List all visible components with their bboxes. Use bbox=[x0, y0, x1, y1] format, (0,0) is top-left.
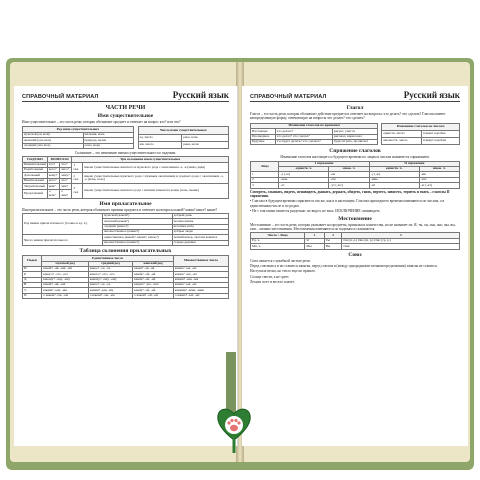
table-row bbox=[251, 139, 378, 144]
cell: множественное (какие?) bbox=[103, 230, 172, 235]
cell: Ты bbox=[324, 238, 342, 243]
cell: Д. bbox=[23, 277, 42, 282]
cell: рисует, учится bbox=[332, 129, 377, 134]
cell: какой? -ой, -ый bbox=[42, 283, 89, 288]
cell: Я bbox=[305, 238, 324, 243]
cell: ночная жизнь bbox=[172, 219, 228, 224]
conjugation-note: Изменение глаголов настоящего и будущего времени по лицам и числам называется спряжением. bbox=[280, 155, 430, 160]
cell: о каком? -ом, -ем bbox=[88, 293, 132, 298]
cell: какими? -ыми, -ими bbox=[173, 288, 228, 293]
cell: мн. число bbox=[138, 141, 182, 148]
union-title: Союз bbox=[348, 251, 362, 258]
cell: Мн. ч. bbox=[251, 244, 305, 249]
adjective-title: Имя прилагательное bbox=[99, 200, 152, 207]
table-row bbox=[251, 183, 460, 188]
cell: И. bbox=[23, 266, 42, 271]
cell: Они bbox=[342, 244, 460, 249]
verb-tense-table bbox=[250, 123, 378, 146]
cell: какой? -ой, -ей bbox=[133, 272, 174, 277]
cell: о какой? -ой, -ей bbox=[133, 293, 174, 298]
cell: какого? -ого, -его bbox=[42, 272, 89, 277]
cell: какое? -ое, -ее bbox=[88, 266, 132, 271]
pronoun-definition: Местоимение – это часть речи, которая указывает на предметы, признаки и количества, но не называет их. Я, ты, он, она, оно, мы, вы, они – личные местоимения. Местоимения изменяются по падежам и склоняются. bbox=[250, 222, 456, 232]
paw-heart-bookmark-icon[interactable] bbox=[214, 406, 254, 454]
cell: кого? bbox=[47, 168, 59, 173]
cell: какому? -ому, -ему bbox=[88, 277, 132, 282]
cell: множественное (какие?) bbox=[103, 240, 172, 245]
adjective-declension-title: Таблица склонения прилагательных bbox=[79, 248, 172, 255]
cell: Изменение глаголов по временам bbox=[251, 123, 378, 128]
cell: Множественное число bbox=[173, 256, 228, 267]
cell: добрый день bbox=[172, 213, 228, 218]
cell: Дательный bbox=[23, 173, 48, 178]
table-row bbox=[251, 244, 460, 249]
case-table bbox=[22, 156, 229, 198]
cell: кому? bbox=[47, 173, 59, 178]
cell: имена существительные мужского рода с нулевым окончанием и среднего рода с окончанием -о, -е (конь, поле) bbox=[83, 173, 229, 184]
union-line: Леонит поет и весело плачет. bbox=[250, 280, 295, 285]
cell: 2 скл. bbox=[72, 173, 83, 184]
cell: Р. bbox=[23, 272, 42, 277]
cell: мужской род bbox=[42, 261, 89, 266]
cell: Ед. ч. bbox=[251, 238, 305, 243]
verb-number-table bbox=[381, 123, 460, 146]
cell: -ите bbox=[419, 177, 459, 182]
cell: о каких? -ых, -их bbox=[173, 293, 228, 298]
cell: весеннее небо bbox=[172, 224, 228, 229]
cell: Род имени прилагательного (только в ед. ч.) bbox=[23, 213, 103, 235]
cell: 3 bbox=[342, 233, 460, 238]
cell: женский (какая?) bbox=[103, 219, 172, 224]
cell: I спряжение bbox=[279, 161, 369, 166]
left-page bbox=[14, 86, 238, 446]
verb-title: Глагол bbox=[346, 105, 364, 111]
cell: Прошедшее bbox=[251, 134, 276, 139]
cell: Винительный bbox=[23, 178, 48, 183]
cell: -у (-ю) bbox=[279, 172, 329, 177]
cell: единств. ч. bbox=[279, 167, 329, 172]
verb-bullet-text: Не с глаголами пишется раздельно: не видел, не знал. ИСКЛЮЧЕНИЕ: ненавидеть bbox=[252, 209, 380, 214]
conjugation-table bbox=[250, 161, 460, 189]
conjugation-exceptions: Смотреть, слышать, видеть, ненавидеть, дышать, держать, обидеть, гнать, вертеть, зависеть, терпеть и гнать – глаголы II спряжения. bbox=[250, 189, 450, 198]
cell: В. bbox=[23, 283, 42, 288]
cell: мужской (какой?) bbox=[103, 213, 172, 218]
noun-gender-table bbox=[22, 126, 134, 149]
adjective-gender-table bbox=[22, 213, 229, 246]
cell: какой? -ой, -ый, -ий bbox=[42, 266, 89, 271]
cell: 3 bbox=[251, 183, 279, 188]
cell: женский (она моя) bbox=[23, 138, 84, 143]
cell: -ешь bbox=[279, 177, 329, 182]
pronoun-title: Местоимение bbox=[338, 215, 372, 222]
cell: П. bbox=[23, 293, 42, 298]
cell: рисовал, нарисовал bbox=[332, 134, 377, 139]
cell: плывут корабли bbox=[422, 138, 460, 145]
cell: Именительный bbox=[24, 162, 46, 167]
cell: 1 bbox=[251, 172, 279, 177]
cell: имена существительные женского рода с мягким знаком на конце (ночь, мышь) bbox=[83, 184, 229, 198]
verb-tense-number bbox=[250, 122, 460, 147]
cell: единств. ч. bbox=[369, 167, 419, 172]
verb-bullet: • Не с глаголами пишется раздельно: не видел, не знал. ИСКЛЮЧЕНИЕ: ненавидеть bbox=[250, 209, 380, 214]
cell: -ем bbox=[329, 172, 369, 177]
cell: каким? -ым, -им bbox=[88, 288, 132, 293]
cell: кого? bbox=[47, 178, 59, 183]
cell: плывет корабль bbox=[422, 130, 460, 137]
cell: 2 bbox=[324, 233, 342, 238]
cell: природа, вечна bbox=[83, 138, 133, 143]
cell: кем? bbox=[47, 184, 59, 189]
cell: имена существительные женского и мужского рода с окончанием -а, -я (мама, дядя) bbox=[83, 162, 229, 173]
cell: о ком? bbox=[47, 189, 59, 198]
cell: средний (оно мое) bbox=[23, 143, 84, 148]
cell: множ. ч. bbox=[419, 167, 459, 172]
table-row bbox=[382, 130, 460, 137]
cell: что делает? bbox=[275, 129, 332, 134]
union-line: Наступила весна, но тепло еще не пришло. bbox=[250, 269, 316, 274]
parts-of-speech-title: ЧАСТИ РЕЧИ bbox=[105, 105, 146, 111]
cell: 3 скл. bbox=[72, 184, 83, 198]
right-page-header bbox=[250, 90, 460, 102]
cell: старые деревья bbox=[172, 240, 228, 245]
cell: каким? -ым, -им bbox=[173, 277, 228, 282]
cell: -у (-ю) bbox=[369, 172, 419, 177]
cell: каким? -ым, -им bbox=[42, 288, 89, 293]
cell: чему? bbox=[60, 173, 72, 178]
cell: реки, ночи bbox=[182, 141, 229, 148]
noun-gender-number bbox=[22, 125, 229, 150]
table-row bbox=[382, 138, 460, 145]
cell: что будет делать? что сделает? bbox=[275, 139, 332, 144]
subject-title: Русский язык bbox=[403, 90, 460, 100]
noun-number-header: Число имен существительных bbox=[138, 127, 228, 134]
cell: Единственное число bbox=[42, 256, 174, 261]
cell: женский род bbox=[133, 261, 174, 266]
conjugation-title: Спряжение глаголов bbox=[329, 148, 381, 155]
cell: будет играть, прочитает bbox=[332, 139, 377, 144]
cell: о каком? -ом, -ем bbox=[42, 293, 89, 298]
cell: что делал? что сделал? bbox=[275, 134, 332, 139]
cell: кто? bbox=[47, 162, 59, 167]
cell: Изменение глаголов по числам bbox=[382, 123, 460, 130]
cell: Предложный bbox=[23, 189, 48, 198]
table-row bbox=[23, 293, 229, 298]
cell: -им bbox=[419, 172, 459, 177]
cell: какую? -ую, -юю bbox=[133, 283, 174, 288]
verb-definition: Глагол – это часть речи, которая обозначает действие предмета и отвечает на вопросы: что делать? что сделать? Глаголы имеют неопределенную форму, отвечающую на вопросы что делать? что сделать? bbox=[250, 112, 446, 121]
cell: средний род bbox=[88, 261, 132, 266]
verb-bullet-text: Глаголы в будущем времени спрягаются так же, как и в настоящем. Глаголы прошедшего времени изменяются по числам, а в единственном числе и по родам. bbox=[250, 199, 445, 208]
cell: мальчик, конь bbox=[83, 132, 133, 137]
table-row bbox=[138, 134, 228, 141]
cell: -ет bbox=[279, 183, 329, 188]
pronoun-table bbox=[250, 232, 460, 249]
cell: -ат (-ят) bbox=[419, 183, 459, 188]
left-page-header bbox=[22, 90, 229, 102]
cell: -ете bbox=[329, 177, 369, 182]
cell: -ит bbox=[369, 183, 419, 188]
cell: 1 bbox=[305, 233, 324, 238]
cell: 1 скл. bbox=[72, 162, 83, 173]
cell: что? bbox=[60, 162, 72, 167]
cell: Он (м. р.) Она (ж. р.) Оно (ср. р.) bbox=[342, 238, 460, 243]
cell: река, ночь bbox=[182, 134, 229, 141]
noun-gender-header: Род имен существительных bbox=[23, 127, 134, 132]
cell: какой? -ой, -ей bbox=[133, 288, 174, 293]
cell: Число \ Лицо bbox=[251, 233, 305, 238]
cell: -ут (-ют) bbox=[329, 183, 369, 188]
cell: какой? -ой, -ей bbox=[133, 277, 174, 282]
subject-title: Русский язык bbox=[172, 90, 229, 100]
right-page bbox=[242, 86, 468, 446]
cell: единственное (какой?, какая?, какое?) bbox=[103, 235, 172, 240]
cell: средний (какое?) bbox=[103, 224, 172, 229]
case-note: Склонение – это изменение имени существительного по падежам. bbox=[74, 150, 177, 155]
noun-definition: Имя существительное – это часть речи, которая обозначает предмет и отвечает на вопрос кто? или что? bbox=[22, 120, 181, 124]
cell: ПАДЕЖИ bbox=[23, 157, 48, 162]
cell: какая? -ая, -яя bbox=[133, 266, 174, 271]
cell: какое? -ое, -ее bbox=[88, 283, 132, 288]
cell: каких? -ых, -их bbox=[173, 272, 228, 277]
cell: ВОПРОСЫ bbox=[47, 157, 71, 162]
cell: чего? bbox=[60, 168, 72, 173]
cell: Творительный bbox=[23, 184, 48, 189]
cell: Вы bbox=[324, 244, 342, 249]
cell: окно, море bbox=[83, 143, 133, 148]
cell: какого? -ого, -его bbox=[88, 272, 132, 277]
union-line: Союз является служебной частью речи. bbox=[250, 258, 311, 263]
adjective-definition: Имя прилагательное – это часть речи, которая обозначает признак предмета и отвечает на вопросы какой? какая? какое? какие? bbox=[22, 207, 218, 212]
cell: Настоящее bbox=[251, 129, 276, 134]
noun-number-table bbox=[138, 126, 229, 149]
cell: Падеж bbox=[23, 256, 42, 267]
cell: II спряжение bbox=[369, 161, 459, 166]
cell: какие? -ые, -ие bbox=[173, 266, 228, 271]
cell: Лицо bbox=[251, 161, 279, 172]
union-line: Солнце светит, а не греет. bbox=[250, 274, 290, 279]
cell: Будущее bbox=[251, 139, 276, 144]
adjective-declension-table bbox=[22, 255, 229, 299]
cell: Число имени прилагательного bbox=[23, 235, 103, 246]
cell: какому? -ому, -ему bbox=[42, 277, 89, 282]
section-label: СПРАВОЧНЫЙ МАТЕРИАЛ bbox=[22, 94, 99, 100]
cell: множеств. число bbox=[382, 138, 422, 145]
union-line: Перед союзами а и но ставится запятая, перед союзом и (между однородными членами предложения) запятая не ставится. bbox=[250, 263, 438, 268]
table-row bbox=[138, 141, 228, 148]
cell: добрые люди bbox=[172, 230, 228, 235]
section-label: СПРАВОЧНЫЙ МАТЕРИАЛ bbox=[250, 94, 327, 100]
cell: ед. число bbox=[138, 134, 182, 141]
cell: мужской (он мой) bbox=[23, 132, 84, 137]
cell: о чем? bbox=[60, 189, 72, 198]
cell: какие? -ые, -ие bbox=[173, 283, 228, 288]
cell: что? bbox=[60, 178, 72, 183]
cell: Т. bbox=[23, 288, 42, 293]
cell: чем? bbox=[60, 184, 72, 189]
cell: летний вечер, светлая комната bbox=[172, 235, 228, 240]
cell: Мы bbox=[305, 244, 324, 249]
cell: Родительный bbox=[23, 168, 48, 173]
cell: -ишь bbox=[369, 177, 419, 182]
cell: Три склонения имен существительных bbox=[72, 157, 229, 162]
table-row bbox=[23, 143, 134, 148]
verb-bullet: • Глаголы в будущем времени спрягаются так же, как и в настоящем. Глаголы прошедшего времени изменяются по числам, а в единственном числе и по родам. bbox=[250, 199, 445, 208]
noun-title: Имя существительное bbox=[97, 113, 154, 119]
cell: множ. ч. bbox=[329, 167, 369, 172]
cell: 2 bbox=[251, 177, 279, 182]
cell: единств. число bbox=[382, 130, 422, 137]
